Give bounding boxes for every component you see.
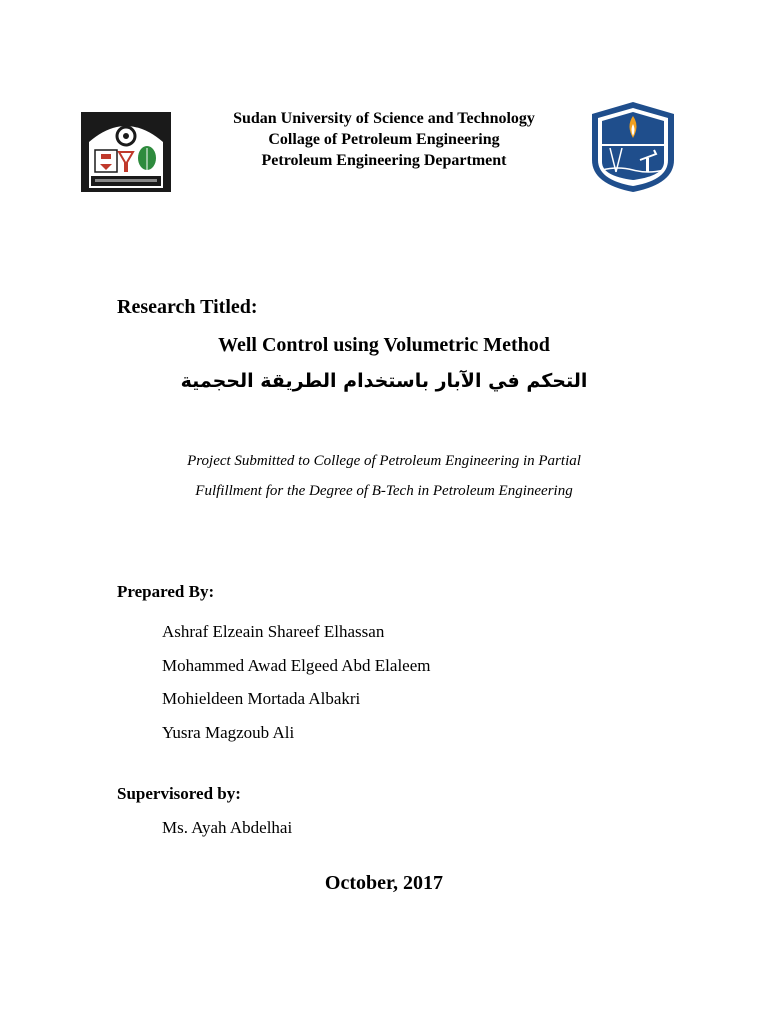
supervisor-name: Ms. Ayah Abdelhai (162, 818, 293, 837)
author-name: Mohammed Awad Elgeed Abd Elaleem (162, 655, 431, 675)
submission-line-1: Project Submitted to College of Petroleum Engineering in Partial (187, 453, 581, 469)
author-name: Yusra Magzoub Ali (162, 722, 295, 742)
prepared-by-heading: Prepared By: (117, 582, 215, 601)
submission-statement (0, 446, 768, 506)
author-list (162, 615, 430, 749)
author-name: Ashraf Elzeain Shareef Elhassan (162, 622, 385, 641)
college-name: Collage of Petroleum Engineering (268, 131, 500, 148)
submission-line-2: Fulfillment for the Degree of B-Tech in Petroleum Engineering (195, 483, 573, 499)
research-title-english: Well Control using Volumetric Method (218, 334, 550, 356)
research-title-arabic: التحكم في الآبار باستخدام الطريقة الحجمية (180, 370, 588, 392)
university-name: Sudan University of Science and Technology (233, 110, 535, 127)
university-emblem-icon (81, 112, 171, 192)
department-name: Petroleum Engineering Department (261, 152, 507, 169)
supervised-by-heading: Supervisored by: (117, 784, 241, 803)
research-titled-label: Research Titled: (117, 296, 258, 318)
petroleum-college-emblem-icon (588, 100, 678, 194)
author-name: Mohieldeen Mortada Albakri (162, 689, 361, 708)
institution-header (180, 108, 588, 171)
submission-date: October, 2017 (324, 872, 444, 894)
